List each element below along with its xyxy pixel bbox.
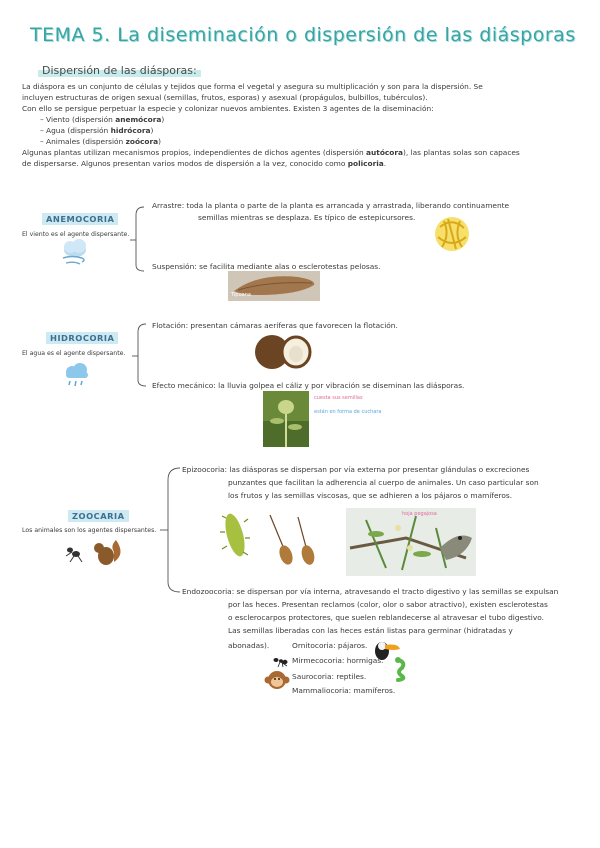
zoocoria-bracket: [160, 466, 184, 596]
anemocoria-bracket: [130, 205, 150, 275]
awned-seeds-illustration: [262, 513, 326, 565]
zoocoria-photo-note: hoja pegajosa: [402, 511, 437, 517]
zoocoria-tag: ZOOCARIA: [68, 510, 129, 522]
monkey-icon: [264, 668, 290, 694]
zoocoria-endo-1: Endozoocoria: se dispersan por vía interna, atravesando el tracto digestivo y las semillas se expulsan: [182, 587, 559, 596]
intro-line-8: de dispersarse. Algunos presentan varios modos de dispersión a la vez, conocido como policoria.: [22, 159, 387, 168]
anemocoria-arrastre-2: semillas mientras se desplaza. Es típico de estepicursores.: [198, 213, 416, 222]
zoocoria-endo-2: por las heces. Presentan reclamos (color, olor o sabor atractivo), existen esclerotestas: [228, 600, 548, 609]
hidrocoria-agent: El agua es el agente dispersante.: [22, 350, 126, 357]
intro-line-7: Algunas plantas utilizan mecanismos propios, independientes de dichos agentes (dispersión autócora), las plantas solas son capaces: [22, 148, 520, 157]
saurocoria: Saurocoria: reptiles.: [292, 672, 367, 681]
anemocoria-agent: El viento es el agente dispersante.: [22, 231, 130, 238]
wind-cloud-icon: [60, 238, 90, 268]
zoocoria-epi-3: los frutos y las semillas viscosas, que se adhieren a los pájaros o mamíferos.: [228, 491, 513, 500]
coconut-photo: [252, 330, 314, 372]
intro-line-3: Con ello se persigue perpetuar la especie y colonizar nuevos ambientes. Existen 3 agentes de la diseminación:: [22, 104, 434, 113]
hidrocoria-bracket: [132, 322, 152, 390]
tipuana-label: Tipuana: [231, 292, 251, 298]
hidrocoria-efecto: Efecto mecánico: la lluvia golpea el cáliz y por vibración se diseminan las diásporas.: [152, 381, 465, 390]
mistletoe-bird-photo: [346, 508, 476, 576]
anemocoria-arrastre-1: Arrastre: toda la planta o parte de la planta es arrancada y arrastrada, liberando continuamente: [152, 201, 510, 210]
hidrocoria-flotacion: Flotación: presentan cámaras aeríferas que favorecen la flotación.: [152, 321, 398, 330]
zoocoria-endo-3: o esclerocarpos protectores, que suelen reblandecerse al atravesar el tubo digestivo.: [228, 613, 544, 622]
animals-icon: [66, 536, 126, 568]
mammaliocoria: Mammaliocoria: mamíferos.: [292, 686, 396, 695]
anemocoria-suspension: Suspensión: se facilita mediante alas o esclerotestas pelosas.: [152, 262, 381, 271]
ant-icon: [272, 654, 288, 668]
zoocoria-endo-4: Las semillas liberadas con las heces están listas para germinar (hidratadas y: [228, 626, 513, 635]
hidrocoria-note-2: están en forma de cuchara: [314, 409, 382, 415]
tumbleweed-illustration: [430, 213, 474, 255]
zoocoria-epi-2: punzantes que facilitan la adherencia al cuerpo de animales. Un caso particular son: [228, 478, 539, 487]
hidrocoria-tag: HIDROCORIA: [46, 332, 118, 344]
bur-seed-illustration: [218, 506, 252, 564]
zoocoria-epi-1: Epizoocoria: las diásporas se dispersan por vía externa por presentar glándulas o excreciones: [182, 465, 530, 474]
rain-cloud-icon: [62, 362, 92, 390]
plant-rain-photo: [263, 391, 309, 447]
snake-icon: [392, 656, 410, 682]
section-subtitle: Dispersión de las diásporas:: [38, 64, 201, 77]
zoocoria-agent: Los animales son los agentes dispersantes.: [22, 527, 157, 534]
intro-viento: – Viento (dispersión anemócora): [40, 115, 165, 124]
ornitocoria: Ornitocoria: pájaros.: [292, 641, 368, 650]
anemocoria-tag: ANEMOCORIA: [42, 213, 118, 225]
hidrocoria-note-1: cuesta sus semillas: [314, 395, 363, 401]
intro-agua: – Agua (dispersión hidrócora): [40, 126, 154, 135]
mirmecocoria: Mirmecocoria: hormigas.: [292, 656, 384, 665]
intro-animales: – Animales (dispersión zoócora): [40, 137, 162, 146]
intro-line-1: La diáspora es un conjunto de células y tejidos que forma el vegetal y asegura su multiplicación y son para la dispersión. Se: [22, 82, 483, 91]
intro-line-2: incluyen estructuras de origen sexual (semillas, frutos, esporas) y asexual (propágulos, bulbillos, tubérculos).: [22, 93, 428, 102]
zoocoria-endo-5: abonadas).: [228, 641, 270, 650]
page-title: TEMA 5. La diseminación o dispersión de las diásporas: [30, 24, 576, 46]
